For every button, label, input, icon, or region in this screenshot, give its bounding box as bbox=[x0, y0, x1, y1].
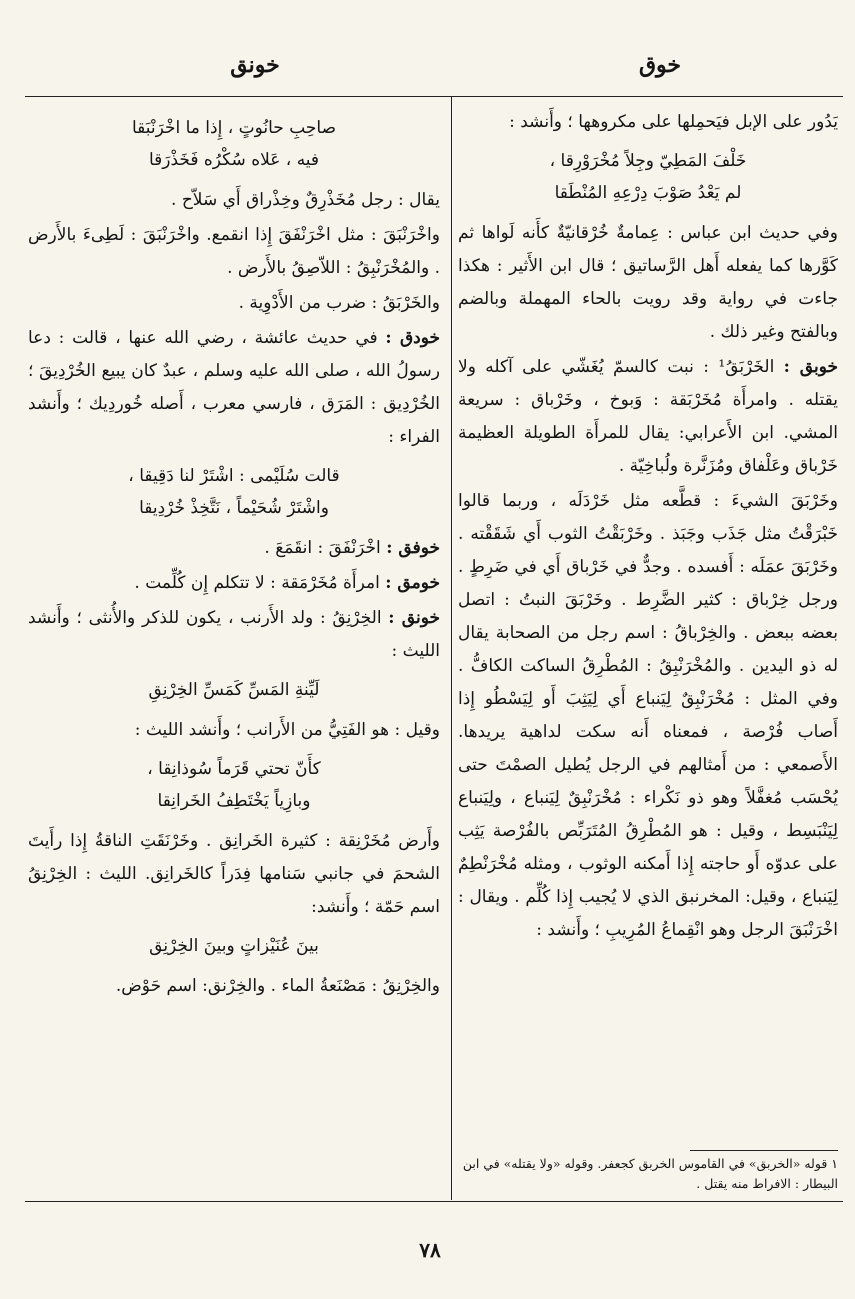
entry bbox=[28, 532, 440, 565]
verse-block bbox=[28, 112, 440, 176]
footer-rule bbox=[25, 1201, 843, 1202]
verse-block bbox=[28, 460, 440, 524]
header-rule bbox=[25, 96, 843, 97]
verse-line: كأَنّ تحتي قَرَماً سُوذانِقا ، bbox=[147, 759, 321, 779]
verse-line: لم يَعْدُ صَوْبَ دِرْعِهِ المُنْطَقا bbox=[554, 183, 742, 203]
entry-text: امرأَة مُخَرْمَقة : لا تتكلم إِن كُلِّمت . bbox=[134, 573, 380, 593]
verse-line: بينَ عُنَيْزاتٍ وبينَ الخِرْنِق bbox=[149, 936, 319, 956]
verse-line: قالت سُلَيْمى : اشْتَرْ لنا دَقِيقا ، bbox=[128, 466, 340, 486]
entry bbox=[28, 602, 440, 668]
entry-text: اخْرَنْفَقَ : انقَمَعَ . bbox=[264, 538, 381, 558]
headword: خونق : bbox=[388, 608, 440, 628]
paragraph: وأَرض مُخَرْنِقة : كثيرة الخَرانِق . وخَرْنَقَتِ الناقةُ إِذا رأَيتَ الشحمَ في جانبي سَنامها فِدَراً كالخَرانِق. الليث : الخِرْنِقُ اسم حَمّة ؛ وأَنشد: bbox=[28, 831, 440, 917]
entry-text: في حديث عائشة ، رضي الله عنها ، قالت : دعا رسولُ الله ، صلى الله عليه وسلم ، عبدٌ كان يبيع الخُرْدِيقَ ؛ الخُرْدِيق : المَرَق ، فارسي معرب ، أَصله خُوردِيك ؛ وأَنشد الفراء : bbox=[28, 328, 440, 447]
headword: خودق : bbox=[385, 328, 440, 348]
verse-line: وبازِياً يَخْتَطِفُ الخَرانِقا bbox=[157, 791, 311, 811]
running-head-left: خونق bbox=[230, 52, 280, 78]
running-head-right: خوق bbox=[638, 52, 682, 78]
verse-line: فيه ، عَلاه سُكْرُه فَخَذْرَقا bbox=[148, 150, 320, 170]
paragraph: وخَرْبَقَ الشيءَ : قطَّعه مثل خَرْدَلَه ، وربما قالوا خَبْرَقْتُ مثل جَذَب وجَبَذ . وخَرْبَقْتُ الثوب أَي شَقَقْته . وخَرْبَقَ عمَلَه : أَفسده . وجدٌّ في خَرْباق أَي في ضَرِطٍ . ورجل خِرْباق : كثير الضَّرِط . وخَرْبَقَ النبتُ : اتصل بعضه ببعض . والخِرْباقُ : اسم رجل من الصحابة يقال له ذو اليدين . والمُخْرَنْبِقُ : المُطْرِقُ الساكت الكافُّ . وفي المثل : مُخْرَنْبِقٌ لِيَنباع أَي لِيَثِبَ أَو لِيَسْطُو إِذا أَصاب فُرْصة ، فمعناه أَنه سكت لداهية يريدها. الأَصمعي : من أَمثالهم في الرجل يُطيل الصمْتَ حتى يُحْسَب مُغفَّلاً وهو ذو نَكْراء : مُخْرَنْبِقٌ لِيَنباع ، ولِيَنباع لِيَنْبَسِط ، وقيل : هو المُطْرِقُ المُتَرَبِّص بالفُرْصة يَثِب على عدوّه أَو حاجته إِذا أَمكنه الوثوب ، ومثله مُخْرَنْطِمٌ لِيَنباع ، وقيل: المخرنبق الذي لا يُجيب إِذا كُلِّم . ويقال : اخْرَنْبَقَ الرجل وهو انْقِماعُ المُرِيبِ ؛ وأَنشد : bbox=[458, 491, 838, 940]
paragraph: يَدُور على الإبل فيَحمِلها على مكروهها ؛ وأَنشد : bbox=[509, 112, 838, 132]
verse-block bbox=[458, 145, 838, 209]
paragraph: وفي حديث ابن عباس : عِمامةٌ خُرْقانيّةٌ كأَنه لَواها ثم كَوَّرها كما يفعله أَهل الرَّساتيق ؛ قال ابن الأَثير : هكذا جاءت في رواية وقد رويت بالحاء المهملة وبالضم وبالفتح وغير ذلك . bbox=[458, 223, 838, 342]
paragraph: واخْرَنْبَقَ : مثل اخْرَنْفَقَ إِذا انقمع. واخْرَنْبَقَ : لَطِىءَ بالأَرض . والمُخْرَنْبِقُ : اللاّصِقُ بالأَرض . bbox=[28, 225, 440, 278]
paragraph: والخِرْنِقُ : مَصْنَعةُ الماء . والخِرْنق: اسم حَوْض. bbox=[115, 976, 440, 996]
verse-line: واشْتَرْ شُحَيْماً ، نَتَّخِذْ خُرْدِيقا bbox=[139, 498, 329, 518]
headword: خوفق : bbox=[386, 538, 440, 558]
entry bbox=[28, 322, 440, 454]
entry-text: الخِرْنِقُ : ولد الأَرنب ، يكون للذكر والأُنثى ؛ وأَنشد الليث : bbox=[28, 608, 440, 661]
verse-block bbox=[28, 930, 440, 962]
headword: خوبق : bbox=[783, 357, 838, 377]
paragraph: وقيل : هو الفَتِيُّ من الأَرانب ؛ وأَنشد الليث : bbox=[134, 720, 440, 740]
left-column bbox=[28, 106, 440, 1196]
footnote: ١ قوله «الخربق» في القاموس الخربق كجعفر. وقوله «ولا يقتله» في ابن البيطار : الافراط منه يقتل . bbox=[462, 1156, 838, 1191]
verse-block bbox=[28, 674, 440, 706]
verse-line: خَلْفَ المَطِيّ وجِلاً مُخْرَوْرِقا ، bbox=[549, 151, 747, 171]
entry bbox=[28, 567, 440, 600]
paragraph: والخَرْبَقُ : ضرب من الأَدْوِية . bbox=[238, 293, 440, 313]
column-divider bbox=[451, 97, 452, 1200]
entry bbox=[458, 351, 838, 483]
entry-text: الخَرْبَقُ¹ : نبت كالسمّ يُغَشّي على آكله ولا يقتله . وامرأَة مُخَرْبَقة : وَبوخ ، وخَرْباق : سريعة المشي. ابن الأَعرابي: يقال للمرأَة الطويلة العظيمة خَرْباق وعَلْفاق ومُزَنَّرة ولُباخِيّة . bbox=[458, 357, 838, 476]
page-number: ٧٨ bbox=[419, 1238, 441, 1262]
footnote-rule bbox=[690, 1150, 838, 1151]
verse-block bbox=[28, 753, 440, 817]
right-column bbox=[458, 106, 838, 1148]
verse-line: لَيِّنةِ المَسِّ كَمَسِّ الخِرْنِقِ bbox=[148, 680, 320, 700]
paragraph: يقال : رجل مُخَذْرِقٌ وخِذْراق أَي سَلاّح . bbox=[171, 190, 440, 210]
verse-line: صاحِبِ حانُوتٍ ، إِذا ما اخْرَنْبَقا bbox=[131, 118, 337, 138]
headword: خومق : bbox=[385, 573, 440, 593]
